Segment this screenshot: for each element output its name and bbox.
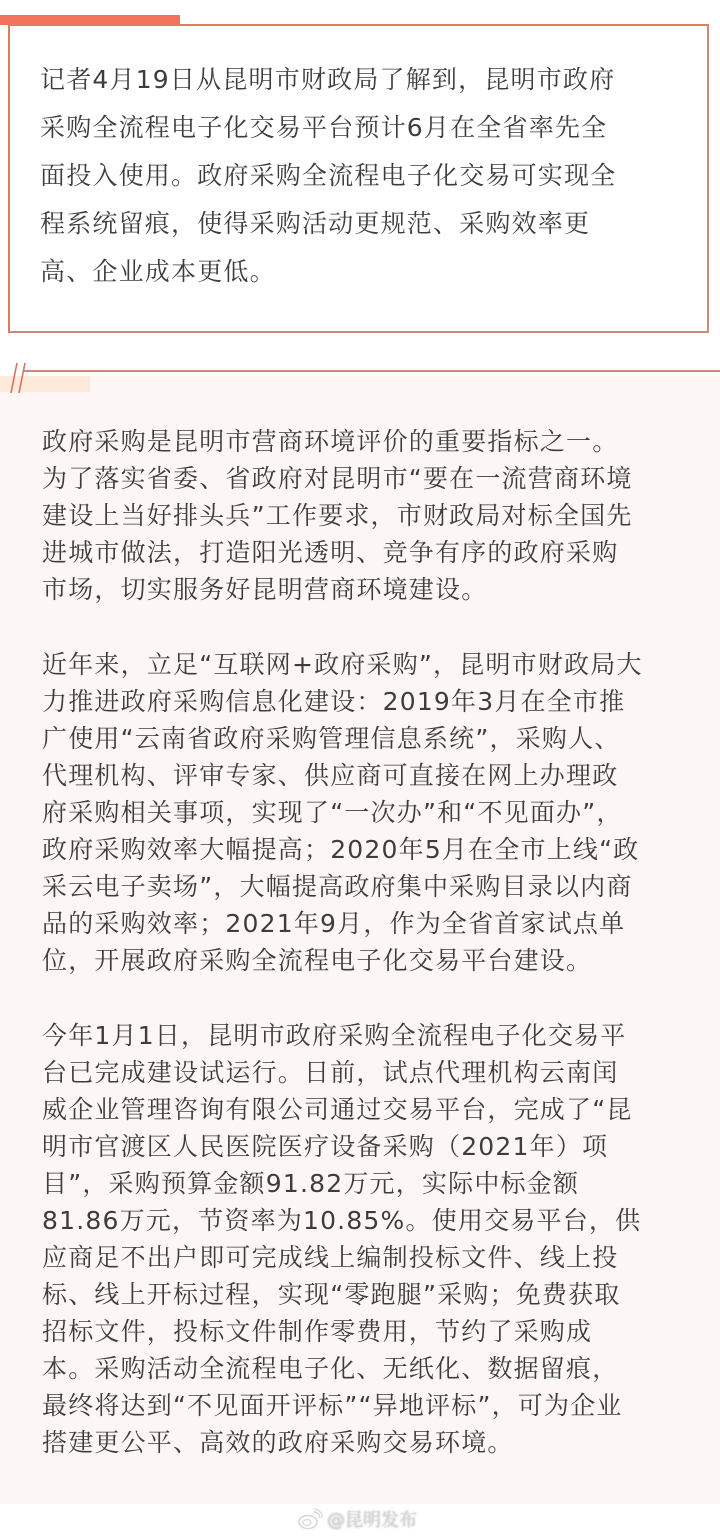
weibo-watermark <box>297 1504 417 1534</box>
paragraph-line: 代理机构、评审专家、供应商可直接在网上办理政 <box>42 761 619 790</box>
paragraph-1 <box>42 423 682 608</box>
paragraph-line: 明市官渡区人民医院医疗设备采购（2021年）项 <box>42 1132 609 1161</box>
paragraph-line: 81.86万元，节资率为10.85%。使用交易平台，供 <box>42 1206 642 1235</box>
paragraph-line: 标、线上开标过程，实现“零跑腿”采购；免费获取 <box>42 1280 621 1309</box>
section-divider <box>0 355 720 395</box>
paragraph-line: 进城市做法，打造阳光透明、竞争有序的政府采购 <box>42 538 619 567</box>
paragraph-line: 力推进政府采购信息化建设：2019年3月在全市推 <box>42 687 626 716</box>
paragraph-line: 广使用“云南省政府采购管理信息系统”，采购人、 <box>42 724 621 753</box>
paragraph-line: 搭建更公平、高效的政府采购交易环境。 <box>42 1428 514 1457</box>
intro-line: 程系统留痕，使得采购活动更规范、采购效率更 <box>40 209 591 238</box>
intro-line: 记者4月19日从昆明市财政局了解到，昆明市政府 <box>40 65 616 94</box>
intro-line: 采购全流程电子化交易平台预计6月在全省率先全 <box>40 113 608 142</box>
paragraph-line: 最终将达到“不见面开评标”“异地评标”，可为企业 <box>42 1391 623 1420</box>
paragraph-line: 目”，采购预算金额91.82万元，实际中标金额 <box>42 1169 580 1198</box>
paragraph-line: 应商足不出户即可完成线上编制投标文件、线上投 <box>42 1243 619 1272</box>
intro-summary <box>40 56 680 296</box>
watermark-text: @昆明发布 <box>327 1510 417 1531</box>
paragraph-line: 品的采购效率；2021年9月，作为全省首家试点单 <box>42 909 626 938</box>
paragraph-line: 台已完成建设试运行。日前，试点代理机构云南闰 <box>42 1058 619 1087</box>
double-slash-icon <box>8 361 28 395</box>
paragraph-line: 采云电子卖场”，大幅提高政府集中采购目录以内商 <box>42 872 633 901</box>
paragraph-line: 府采购相关事项，实现了“一次办”和“不见面办”， <box>42 798 623 827</box>
paragraph-3 <box>42 1017 682 1461</box>
paragraph-line: 本。采购活动全流程电子化、无纸化、数据留痕， <box>42 1354 619 1383</box>
intro-line: 高、企业成本更低。 <box>40 257 276 286</box>
paragraph-line: 为了落实省委、省政府对昆明市“要在一流营商环境 <box>42 464 633 493</box>
paragraph-line: 威企业管理咨询有限公司通过交易平台，完成了“昆 <box>42 1095 633 1124</box>
paragraph-line: 政府采购是昆明市营商环境评价的重要指标之一。 <box>42 427 619 456</box>
paragraph-line: 近年来，立足“互联网+政府采购”，昆明市财政局大 <box>42 650 643 679</box>
intro-line: 面投入使用。政府采购全流程电子化交易可实现全 <box>40 161 617 190</box>
paragraph-line: 招标文件，投标文件制作零费用，节约了采购成 <box>42 1317 593 1346</box>
weibo-icon <box>297 1508 323 1530</box>
paragraph-line: 今年1月1日，昆明市政府采购全流程电子化交易平 <box>42 1021 627 1050</box>
paragraph-line: 政府采购效率大幅提高；2020年5月在全市上线“政 <box>42 835 640 864</box>
divider-line <box>23 370 720 372</box>
paragraph-2 <box>42 646 682 979</box>
paragraph-line: 市场，切实服务好昆明营商环境建设。 <box>42 575 488 604</box>
paragraph-line: 建设上当好排头兵”工作要求，市财政局对标全国先 <box>42 501 633 530</box>
paragraph-line: 位，开展政府采购全流程电子化交易平台建设。 <box>42 946 593 975</box>
